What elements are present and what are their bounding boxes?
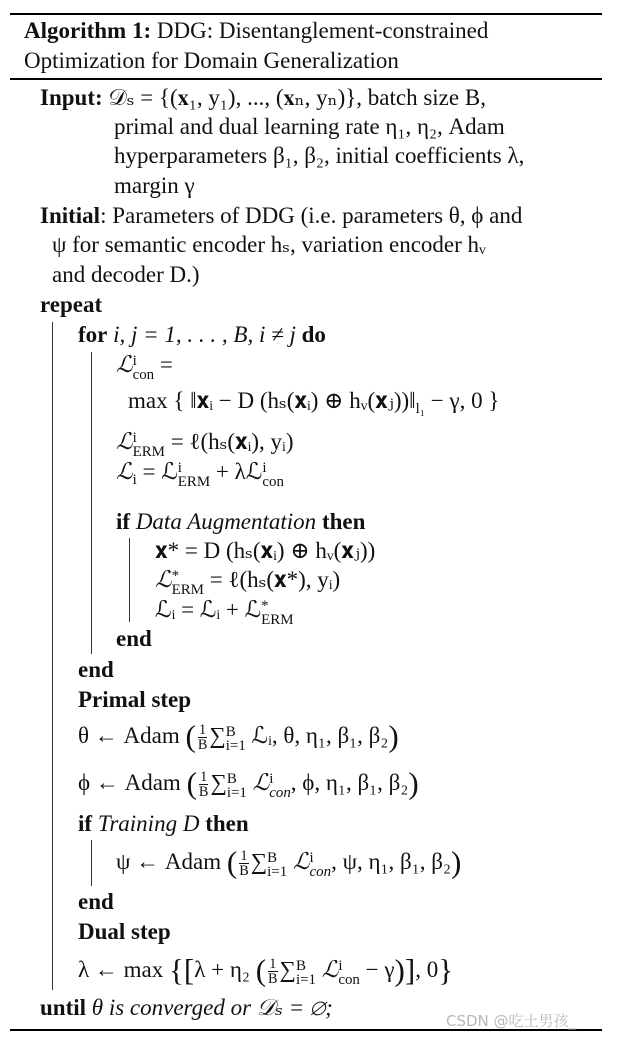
if-training-line — [78, 810, 249, 838]
lambda-inner-a: λ + η₂ — [194, 957, 250, 982]
l-i-line: ℒ$_i$ = ℒ i ERM + λℒ i con — [116, 459, 284, 490]
for-condition: i, j = 1, . . . , B, i ≠ j — [113, 322, 296, 347]
l-con-symbol: ℒ — [116, 352, 133, 377]
for-keyword: for — [78, 322, 108, 347]
if-keyword: if — [116, 509, 131, 534]
l-con-line — [116, 351, 173, 382]
lambda-tail: , 0 — [415, 957, 439, 982]
end-for-keyword: end — [78, 657, 114, 682]
repeat-block-bar — [52, 322, 53, 990]
l-erm-expr: = ℓ(hₛ(𝐱ᵢ), yᵢ) — [170, 429, 294, 454]
if-condition: Data Augmentation — [135, 509, 317, 534]
max-expr: max { ‖𝐱ᵢ − D (hₛ(𝐱ᵢ) ⊕ hᵥ(𝐱ⱼ))‖ — [128, 388, 416, 413]
dual-step-heading: Dual step — [78, 919, 171, 944]
algorithm-label: Algorithm 1: — [24, 18, 152, 43]
input-keyword: Input: — [40, 85, 103, 110]
lambda-lhs: λ ← max — [78, 957, 164, 982]
psi-args: , ψ, η₁, β₁, β₂ — [331, 849, 451, 874]
input-text-3: hyperparameters β₁, β₂, initial coefficients λ, — [114, 143, 525, 168]
then-training-keyword: then — [205, 811, 249, 836]
until-condition: θ is converged or 𝒟ₛ = ∅; — [91, 995, 333, 1020]
aug-line-3: ℒᵢ = ℒᵢ + ℒ * ERM — [155, 597, 294, 628]
input-text-4: margin γ — [114, 173, 195, 198]
algorithm-title-line1: DDG: Disentanglement-constrained — [156, 18, 489, 43]
theta-lhs: θ ← Adam — [78, 723, 180, 748]
initial-text-3: and decoder D.) — [52, 262, 200, 287]
initial-keyword: Initial — [40, 203, 101, 228]
for-block-bar — [91, 352, 92, 654]
then-keyword: then — [321, 509, 366, 534]
max-tail: − γ, 0 } — [424, 388, 500, 413]
end-if-keyword: end — [116, 626, 152, 651]
repeat-keyword: repeat — [40, 292, 103, 317]
l-erm-line: ℒ i ERM = ℓ(hₛ(𝐱ᵢ), yᵢ) — [116, 429, 294, 460]
l-con-sup: i — [132, 353, 137, 370]
phi-update: ϕ ← Adam ( $\frac{1}{B}$ ∑ B i=1 ℒ i con , ϕ, η₁, β₁, β₂) — [78, 765, 419, 801]
psi-update: ψ ← Adam ( $\frac{1}{B}$ ∑ B i=1 ℒ i con , ψ, η₁, β₁, β₂) — [116, 844, 462, 880]
l-erm-sub: ERM — [132, 443, 165, 460]
theta-args: ℒᵢ, θ, η₁, β₁, β₂ — [251, 723, 389, 748]
lambda-update: λ ← max {[λ + η₂ ( $\frac{1}{B}$ ∑ B i=1 ℒ i con − γ)], 0} — [78, 952, 454, 988]
psi-lhs: ψ ← Adam — [116, 849, 222, 874]
until-line — [40, 994, 333, 1022]
watermark: CSDN @吃土男孩_ — [446, 1012, 577, 1030]
input-text-2: primal and dual learning rate η₁, η₂, Adam — [114, 114, 505, 139]
l-con-eq: = — [159, 352, 173, 377]
theta-update: θ ← Adam ( $\frac{1}{B}$ ∑ B i=1 ℒᵢ, θ, η₁, β₁, β₂) — [78, 718, 399, 754]
for-line — [78, 321, 326, 349]
if-training-keyword: if — [78, 811, 93, 836]
initial-text-2: ψ for semantic encoder hₛ, variation encoder hᵥ — [52, 232, 486, 257]
if-block-bar — [129, 538, 130, 622]
if-augmentation-line — [116, 508, 365, 536]
primal-step-heading: Primal step — [78, 687, 192, 712]
do-keyword: do — [301, 322, 326, 347]
algorithm-title-line2: Optimization for Domain Generalization — [24, 48, 399, 73]
l-i-expr-a: = ℒ — [142, 459, 178, 484]
max-expression — [128, 387, 500, 418]
aug-line-1: 𝐱* = D (hₛ(𝐱ᵢ) ⊕ hᵥ(𝐱ⱼ)) — [155, 538, 376, 563]
algorithm-title — [24, 17, 488, 45]
norm-sub: l₁ — [415, 401, 425, 418]
end-training-keyword: end — [78, 889, 114, 914]
if-training-condition: Training D — [97, 811, 200, 836]
lambda-inner-b: − γ — [365, 957, 395, 982]
until-keyword: until — [40, 995, 87, 1020]
initial-line-1 — [40, 202, 522, 230]
aug-line-2-rhs: = ℓ(hₛ(𝐱*), yᵢ) — [209, 567, 341, 592]
initial-text-1: : Parameters of DDG (i.e. parameters θ, ϕ and — [100, 203, 523, 228]
input-line-1 — [40, 84, 486, 112]
top-rule — [10, 13, 602, 15]
if-training-bar — [91, 840, 92, 886]
aug-line-2: ℒ * ERM = ℓ(hₛ(𝐱*), yᵢ) — [155, 567, 341, 598]
phi-args: , ϕ, η₁, β₁, β₂ — [290, 770, 409, 795]
phi-lhs: ϕ ← Adam — [78, 770, 181, 795]
l-i-expr-b: + λℒ — [215, 459, 263, 484]
input-text-1: 𝒟ₛ = {(𝐱₁, y₁), ..., (𝐱ₙ, yₙ)}, batch size B, — [108, 85, 486, 110]
title-rule — [10, 78, 602, 80]
aug-line-3-expr: ℒᵢ = ℒᵢ + ℒ — [155, 597, 262, 622]
l-con-sub: con — [132, 366, 155, 383]
